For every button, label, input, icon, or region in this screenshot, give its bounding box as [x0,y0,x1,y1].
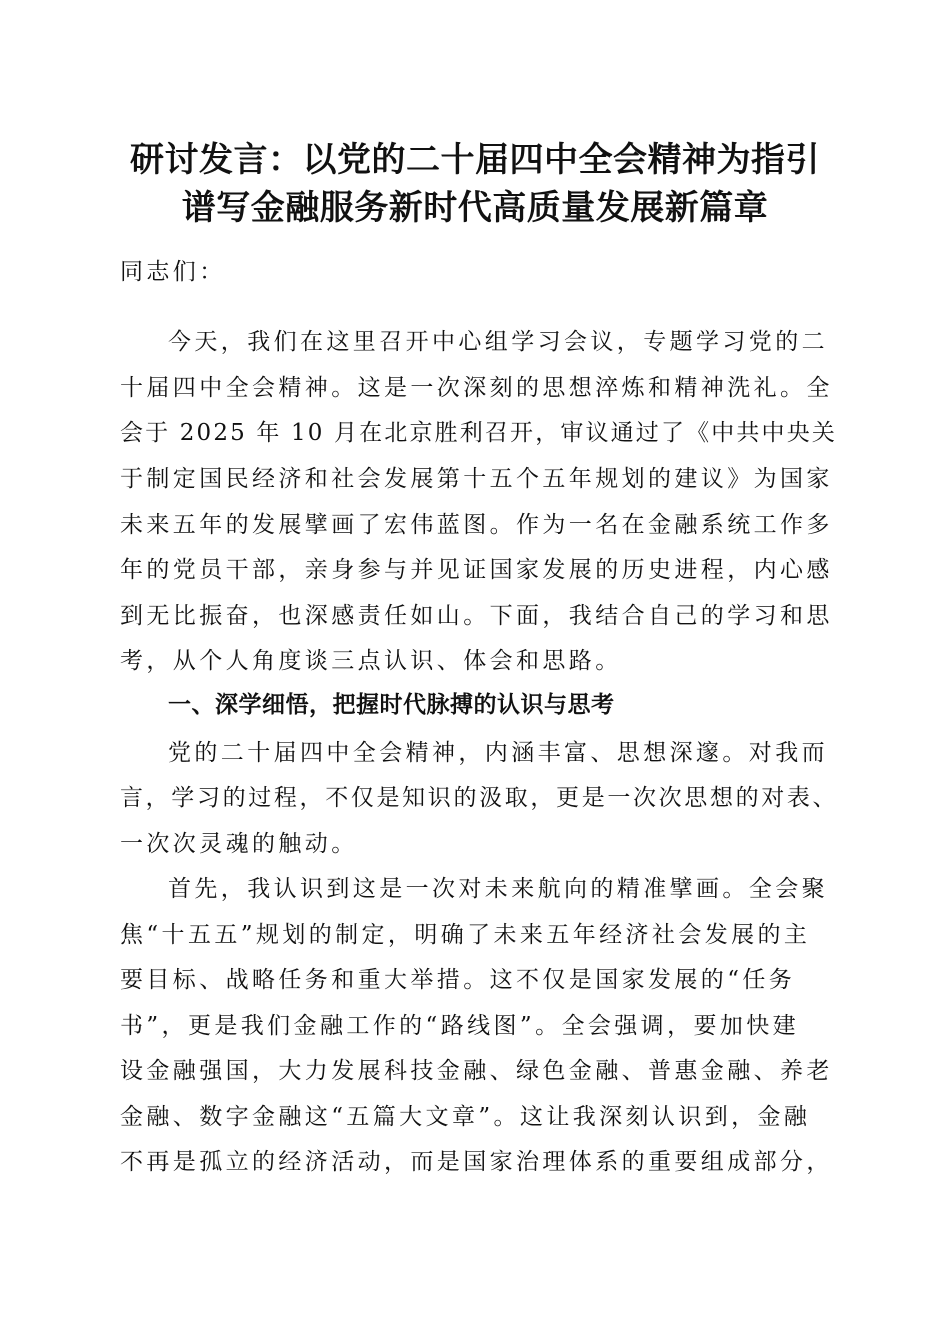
paragraph-1-line: 十届四中全会精神。这是一次深刻的思想淬炼和精神洗礼。全 [120,375,833,401]
paragraph-1-line: 考，从个人角度谈三点认识、体会和思路。 [120,648,622,674]
paragraph-1-line: 今天，我们在这里召开中心组学习会议，专题学习党的二 [168,329,828,355]
paragraph-3-line: 焦“十五五”规划的制定，明确了未来五年经济社会发展的主 [120,922,811,948]
paragraph-3-line: 金融、数字金融这“五篇大文章”。这让我深刻认识到，金融 [120,1104,811,1130]
paragraph-1-line: 到无比振奋，也深感责任如山。下面，我结合自己的学习和思 [120,603,833,629]
paragraph-3-line: 设金融强国，大力发展科技金融、绿色金融、普惠金融、养老 [120,1058,833,1084]
greeting: 同志们： [120,259,226,285]
paragraph-3-line: 要目标、战略任务和重大举措。这不仅是国家发展的“任务 [120,967,796,993]
document-title-line-2: 谱写金融服务新时代高质量发展新篇章 [181,188,769,228]
paragraph-2-line: 一次次灵魂的触动。 [120,831,358,857]
document-title-line-1: 研讨发言：以党的二十届四中全会精神为指引 [130,140,820,180]
paragraph-2-line: 党的二十届四中全会精神，内涵丰富、思想深邃。对我而 [168,740,828,766]
paragraph-1-line: 年的党员干部，亲身参与并见证国家发展的历史进程，内心感 [120,557,833,583]
section-1-heading: 一、深学细悟，把握时代脉搏的认识与思考 [168,692,615,718]
paragraph-1-line: 会于 2025 年 10 月在北京胜利召开，审议通过了《中共中央关 [120,420,837,446]
paragraph-3-line: 书”，更是我们金融工作的“路线图”。全会强调，要加快建 [120,1013,800,1039]
paragraph-1-line: 于制定国民经济和社会发展第十五个五年规划的建议》为国家 [120,466,833,492]
paragraph-1-line: 未来五年的发展擘画了宏伟蓝图。作为一名在金融系统工作多 [120,512,833,538]
paragraph-3-line: 首先，我认识到这是一次对未来航向的精准擘画。全会聚 [168,876,828,902]
paragraph-3-line: 不再是孤立的经济活动，而是国家治理体系的重要组成部分， [120,1149,833,1175]
paragraph-2-line: 言，学习的过程，不仅是知识的汲取，更是一次次思想的对表、 [120,785,839,811]
